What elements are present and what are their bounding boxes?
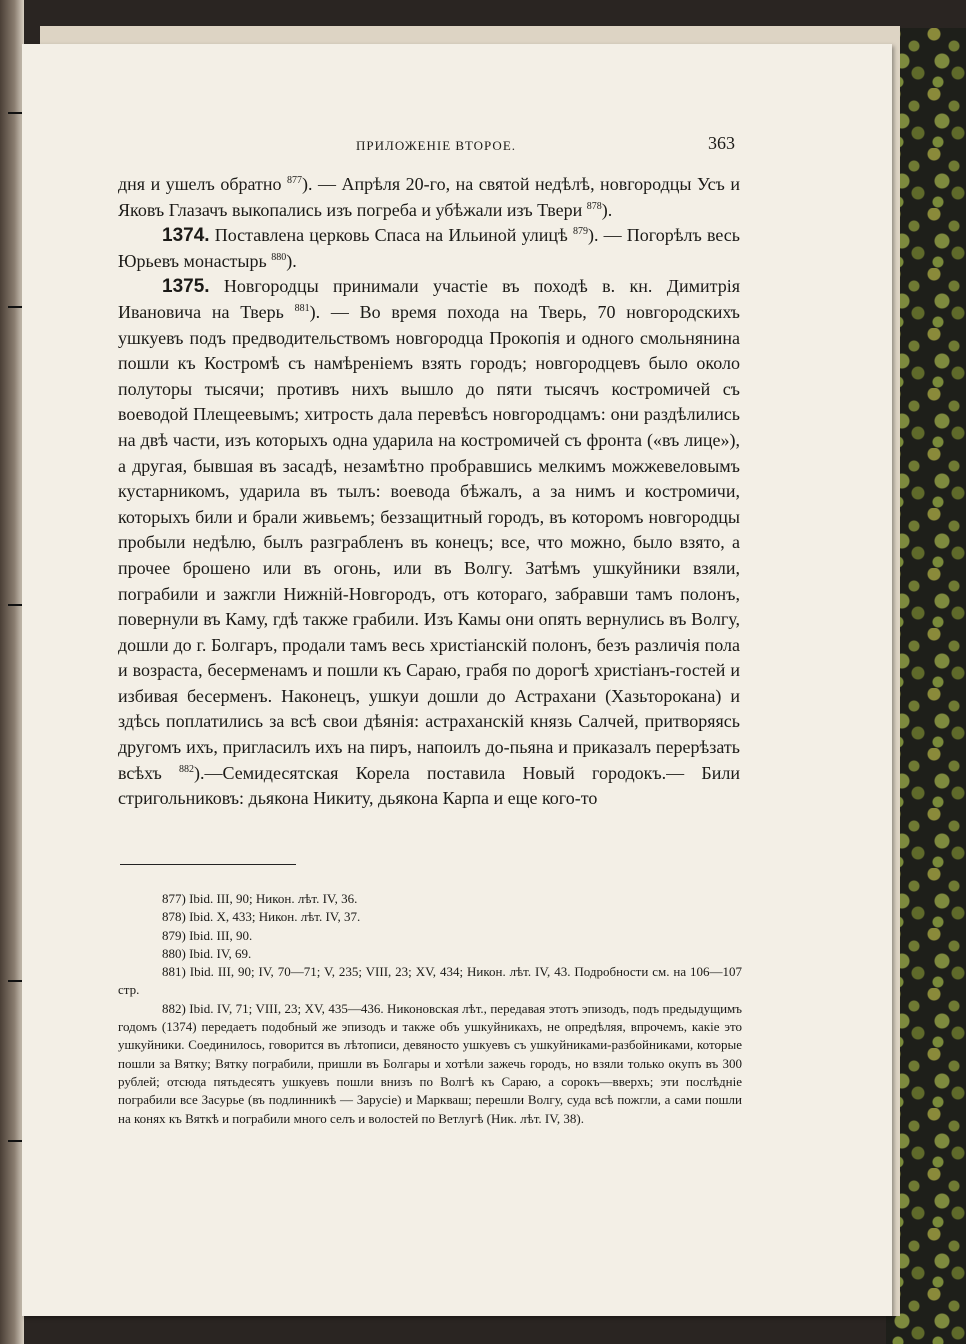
year-heading: 1375. [162,276,210,298]
book-spine-left [0,0,24,1344]
binding-stitch [8,980,22,982]
page-number: 363 [708,133,735,153]
paragraph-1375: 1375. Новгородцы принимали участіе въ походѣ в. кн. Димитрія Ивановича на Тверь $^{881}$). — Во время похода на Тверь, 70 новгородскихъ ушкуевъ подъ предводительствомъ новгородца Прокопія и одного смольнянина пошли къ Костромѣ съ намѣреніемъ взять городъ; новгородцевъ было около полуторы тысячи; противъ нихъ вышло до пяти тысячъ костромичей съ воеводой Плещеевымъ; хитрость дала перевѣсъ новгородцамъ: они раздѣлились на двѣ части, изъ которыхъ одна ударила на костромичей съ фронта («въ лице»), а другая, бывшая въ засадѣ, незамѣтно пробравшись мелкимъ можжевеловымъ кустарникомъ, ударила въ тылъ: воевода бѣжалъ, а за нимъ и костромичи, которыхъ били и брали живьемъ; беззащитный городъ, въ которомъ новгородцы пробыли недѣлю, былъ разграбленъ въ конецъ; все, что можно, было взято, а прочее брошено или въ огонь, или въ Волгу. Затѣмъ ушкуйники взяли, пограбили и зажгли Нижній-Новгородъ, отъ котораго, забравши тамъ полонъ, повернули въ Каму, гдѣ также грабили. Изъ Камы они опять вернулись въ Волгу, дошли до г. Болгаръ, продали тамъ весь христіанскій полонъ, безъ различія пола и возраста, бесерменамъ и пошли къ Сараю, грабя по дорогѣ христіанъ-гостей и избивая бесерменъ. Наконецъ, ушкуи дошли до Астрахани (Хазьторокана) и здѣсь поплатились за всѣ свои дѣянія: астраханскій князь Салчей, притворяясь другомъ ихъ, пригласилъ ихъ на пиръ, напоилъ до-пьяна и приказалъ перерѣзать всѣхъ $^{882}$).—Семидесятская Корела поставила Новый городокъ.— Били стригольниковъ: дьякона Никиту, дьякона Карпа и еще кого-то [118,276,741,809]
footnote-ref[interactable]: 879 [572,226,588,238]
footnote-882: 882) Ibid. IV, 71; VIII, 23; XV, 435—436. Никоновская лѣт., передавая этотъ эпизодъ, подъ предыдущимъ годомъ (1374) передаетъ подобный же эпизодъ и также объ ушкуйникахъ, не опредѣляя, впрочемъ, какіе это ушкуйники. Соединилось, говорится въ лѣтописи, девяносто ушкуевъ съ ушкуйниками-разбойниками, которые пошли за Вятку; Вятку пограбили, пришли въ Болгары и хотѣли зажечь городъ, но взяли только окупъ въ 300 рублей; отсюда пятьдесятъ ушкуевъ пошли внизъ по Волгѣ къ Сараю, а сорокъ—вверхъ; эти послѣдніе пограбили все Засурье (въ подлинникѣ — Зарусіе) и Маркваш; перешли Волгу, суда всѣ пожгли, а сами пошли на конях къ Вяткѣ и пограбили много селъ и волостей по Ветлугѣ (Ник. лѣт. IV, 38). [118,1000,742,1126]
paragraph-1: дня и ушелъ обратно $^{877}$). — Апрѣля 20-го, на святой недѣлѣ, новгородцы Усъ и Яковъ Глазачъ выкопались изъ погреба и убѣжали изъ Твери $^{878}$). [118,174,740,220]
footnotes [118,890,742,1128]
footnote-ref[interactable]: 882 [179,763,195,775]
binding-stitch [8,1140,22,1142]
paragraph-1374: 1374. Поставлена церковь Спаса на Ильиной улицѣ $^{879}$). — Погорѣлъ весь Юрьевъ монастырь $^{880}$). [118,225,740,271]
running-head: ПРИЛОЖЕНІЕ ВТОРОЕ. [356,138,517,153]
binding-stitch [8,604,22,606]
footnote-878: 878) Ibid. X, 433; Никон. лѣт. IV, 37. [162,909,361,925]
footnote-ref[interactable]: 877 [287,175,303,186]
footnote-separator [120,864,296,865]
footnote-879: 879) Ibid. III, 90. [162,927,253,943]
binding-stitch [8,112,22,114]
footnote-881: 881) Ibid. III, 90; IV, 70—71; V, 235; VIII, 23; XV, 434; Никон. лѣт. IV, 43. Подробности см. на 106—107 стр. [118,964,742,998]
year-heading: 1374. [162,225,210,247]
book-page [22,44,892,1316]
footnote-ref[interactable]: 878 [586,200,602,212]
footnote-ref[interactable]: 880 [271,251,287,263]
main-text [118,172,740,812]
binding-stitch [8,306,22,308]
footnote-ref[interactable]: 881 [294,302,310,314]
footnote-877: 877) Ibid. III, 90; Никон. лѣт. IV, 36. [162,891,358,906]
footnote-880: 880) Ibid. IV, 69. [162,945,252,961]
